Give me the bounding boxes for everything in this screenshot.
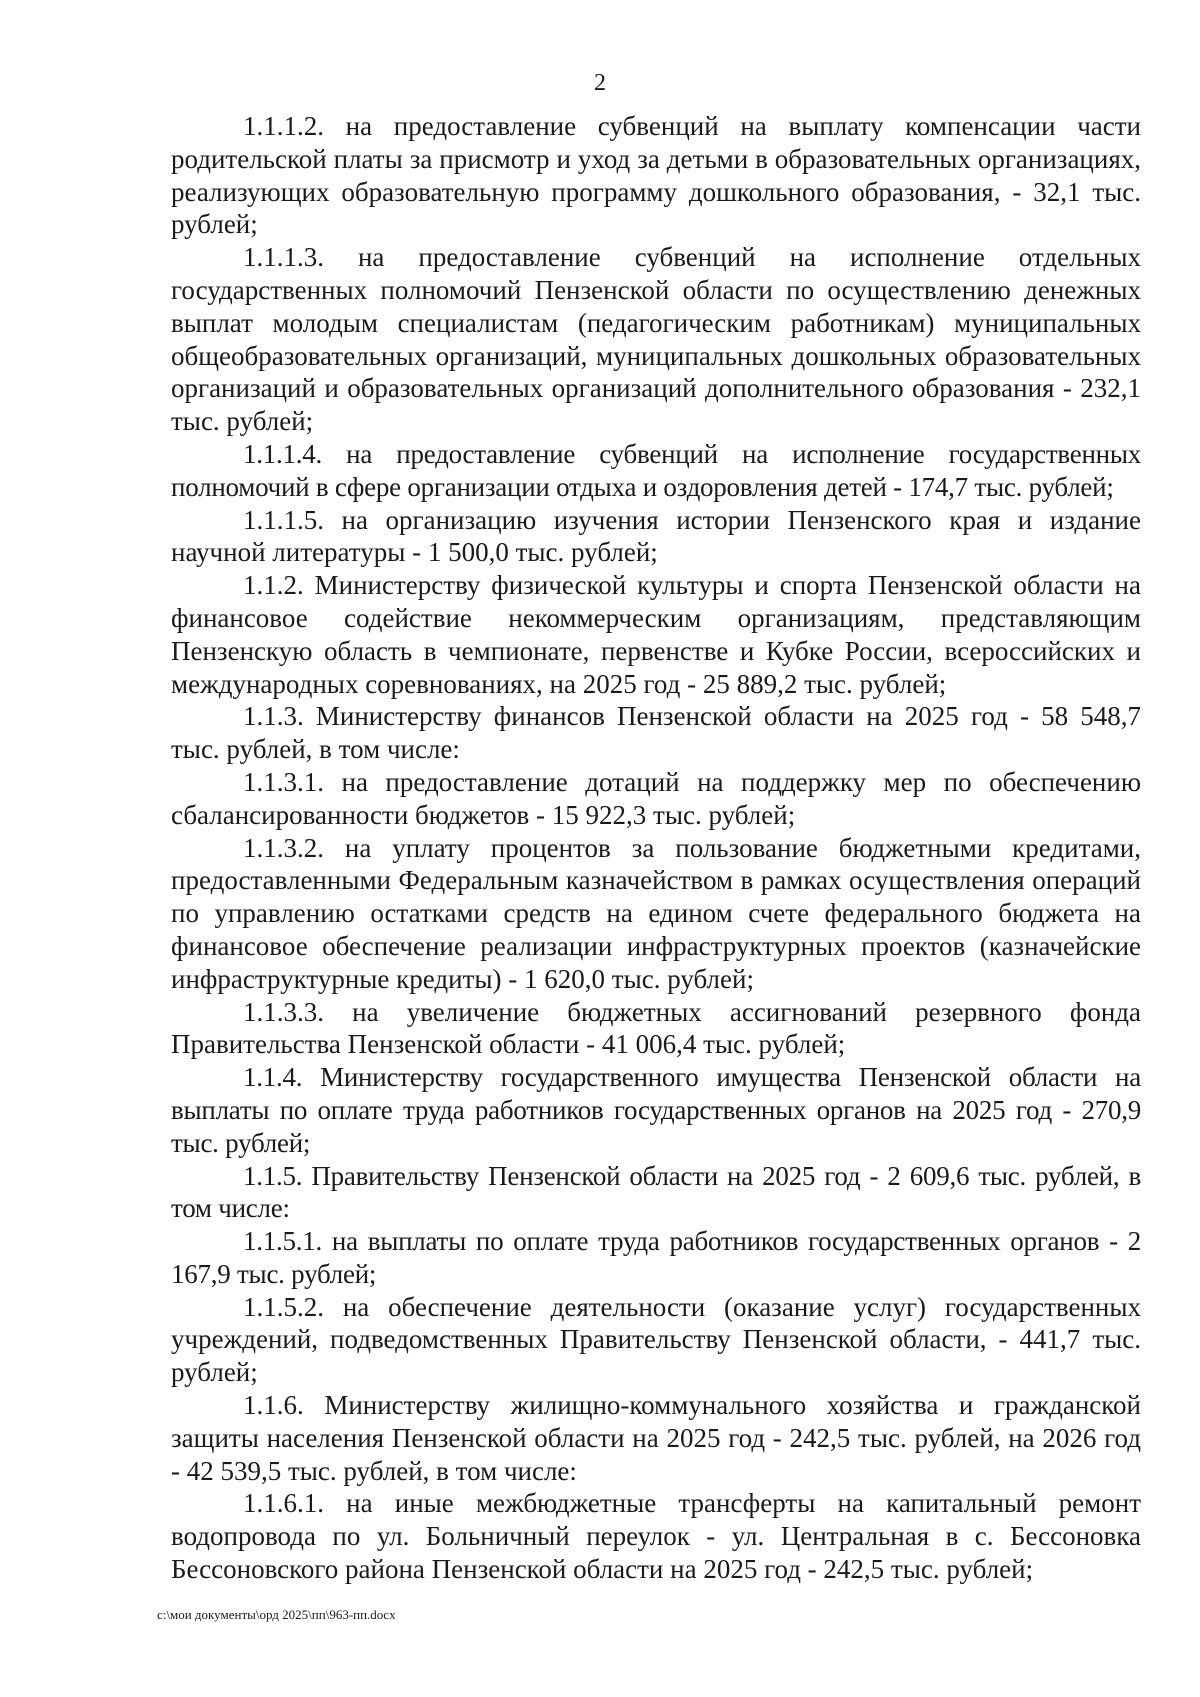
paragraph-1-1-3-2: 1.1.3.2. на уплату процентов за пользование бюджетными кредитами, предоставленными Федеральным казначейством в рамках осуществления операций по управлению остатками средств на едином счете федерального бюджета на финансовое обеспечение реализации инфраструктурных проектов (казначейские инфраструктурные кредиты) - 1 620,0 тыс. рублей;	[171, 832, 1141, 994]
paragraph-1-1-3-1: 1.1.3.1. на предоставление дотаций на поддержку мер по обеспечению сбалансированности бюджетов - 15 922,3 тыс. рублей;	[171, 766, 1141, 830]
paragraph-1-1-5-1: 1.1.5.1. на выплаты по оплате труда работников государственных органов - 2 167,9 тыс. рублей;	[171, 1226, 1141, 1289]
footer-file-path: c:\мои документы\орд 2025\пп\963-пп.docx	[157, 1607, 396, 1622]
page-number: 2	[594, 70, 606, 96]
paragraph-1-1-6: 1.1.6. Министерству жилищно-коммунального хозяйства и гражданской защиты населения Пензенской области на 2025 год - 242,5 тыс. рублей, на 2026 год - 42 539,5 тыс. рублей, в том числе:	[171, 1390, 1141, 1486]
paragraph-1-1-1-3: 1.1.1.3. на предоставление субвенций на исполнение отдельных государственных полномочий Пензенской области по осуществлению денежных выплат молодым специалистам (педагогическим работникам) муниципальных общеобразовательных организаций, муниципальных дошкольных образовательных организаций и образовательных организаций дополнительного образования - 232,1 тыс. рублей;	[171, 242, 1141, 437]
paragraph-1-1-5-2: 1.1.5.2. на обеспечение деятельности (оказание услуг) государственных учреждений, подведомственных Правительству Пензенской области, - 441,7 тыс. рублей;	[171, 1291, 1141, 1388]
paragraph-1-1-1-4: 1.1.1.4. на предоставление субвенций на исполнение государственных полномочий в сфере организации отдыха и оздоровления детей - 174,7 тыс. рублей;	[171, 438, 1141, 502]
paragraph-1-1-2: 1.1.2. Министерству физической культуры и спорта Пензенской области на финансовое содействие некоммерческим организациям, представляющим Пензенскую область в чемпионате, первенстве и Кубке России, всероссийских и международных соревнованиях, на 2025 год - 25 889,2 тыс. рублей;	[171, 570, 1141, 699]
paragraph-1-1-5: 1.1.5. Правительству Пензенской области на 2025 год - 2 609,6 тыс. рублей, в том числе:	[171, 1160, 1141, 1224]
paragraph-1-1-6-1: 1.1.6.1. на иные межбюджетные трансферты на капитальный ремонт водопровода по ул. Больничный переулок - ул. Центральная в с. Бессоновка Бессоновского района Пензенской области на 2025 год - 242,5 тыс. рублей;	[171, 1488, 1141, 1585]
paragraph-1-1-3-3: 1.1.3.3. на увеличение бюджетных ассигнований резервного фонда Правительства Пензенской области - 41 006,4 тыс. рублей;	[171, 996, 1141, 1060]
paragraph-1-1-4: 1.1.4. Министерству государственного имущества Пензенской области на выплаты по оплате труда работников государственных органов на 2025 год - 270,9 тыс. рублей;	[171, 1062, 1141, 1158]
paragraph-1-1-3: 1.1.3. Министерству финансов Пензенской области на 2025 год - 58 548,7 тыс. рублей, в том числе:	[171, 701, 1141, 765]
document-body	[171, 110, 1141, 1586]
paragraph-1-1-1-2: 1.1.1.2. на предоставление субвенций на выплату компенсации части родительской платы за присмотр и уход за детьми в образовательных организациях, реализующих образовательную программу дошкольного образования, - 32,1 тыс. рублей;	[171, 111, 1141, 240]
paragraph-1-1-1-5: 1.1.1.5. на организацию изучения истории Пензенского края и издание научной литературы - 1 500,0 тыс. рублей;	[171, 504, 1141, 568]
